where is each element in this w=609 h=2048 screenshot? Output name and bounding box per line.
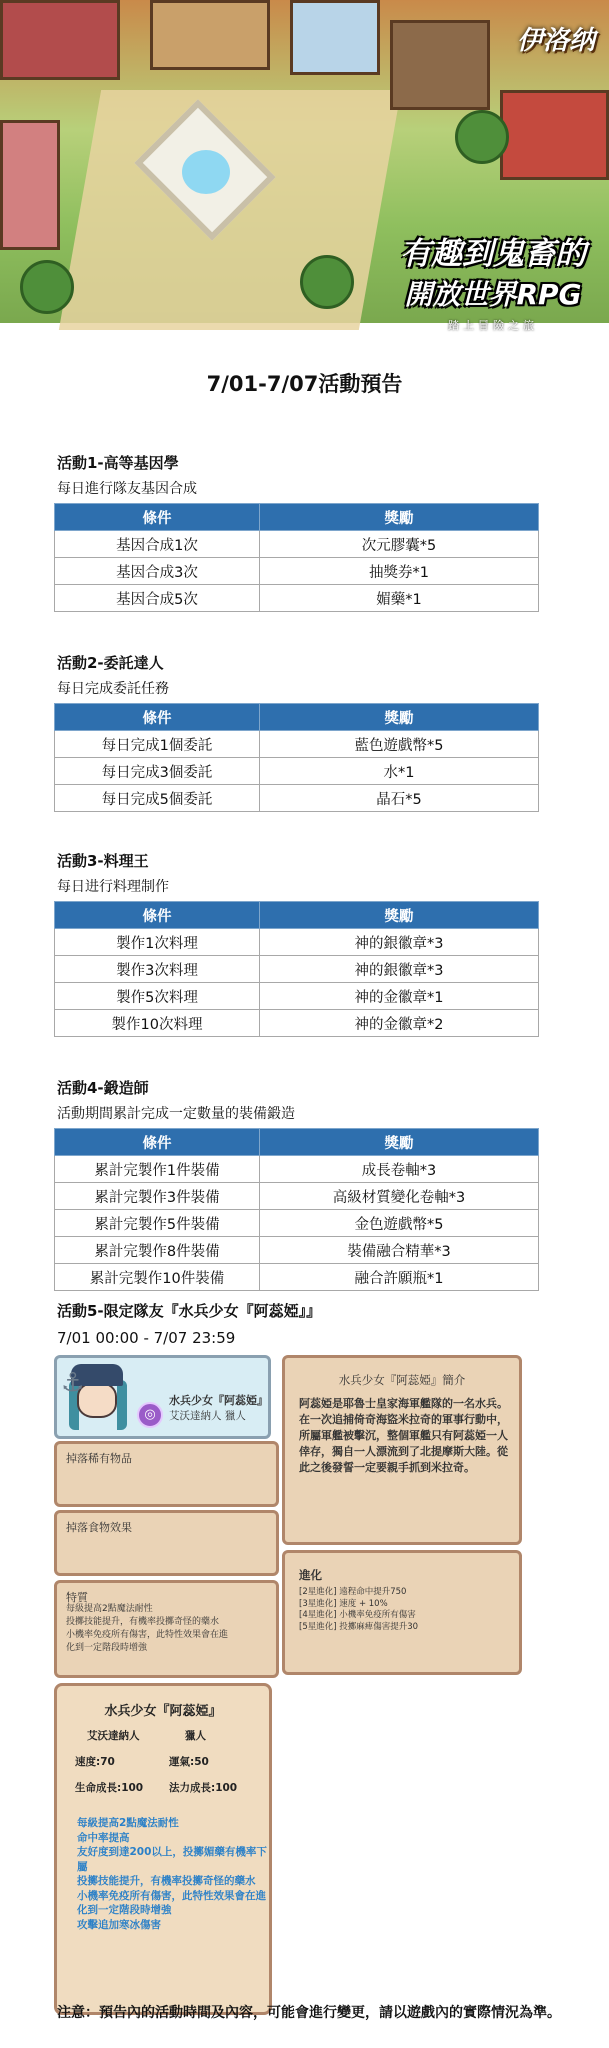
reward-cell: 媚藥*1: [260, 585, 539, 612]
card-trait-line: 每級提高2點魔法耐性: [77, 1817, 179, 1829]
activity-5-title: 活動5-限定隊友『水兵少女『阿蕊婭』』: [57, 1302, 322, 1320]
disclaimer-note: 注意：預告內的活動時間及內容，可能會進行變更，請以遊戲內的實際情況為準。: [57, 2005, 561, 2021]
table-row: [55, 1264, 539, 1291]
reward-cell: 融合許願瓶*1: [260, 1264, 539, 1291]
activity-3-desc: 每日进行料理制作: [57, 879, 169, 895]
reward-cell: 成長卷軸*3: [260, 1156, 539, 1183]
food-effect-panel: [54, 1510, 279, 1576]
slogan-line-1: 有趣到鬼畜的: [400, 236, 586, 272]
condition-cell: 製作10次料理: [55, 1010, 260, 1037]
reward-cell: 高級材質變化卷軸*3: [260, 1183, 539, 1210]
header-condition: 條件: [55, 902, 260, 929]
card-speed: 速度:70: [75, 1756, 115, 1768]
card-trait-line: 小機率免疫所有傷害，此特性效果會在進化到一定階段時增強: [77, 1889, 266, 1916]
table-row: [55, 1237, 539, 1264]
activity-3-table: [54, 901, 539, 1037]
trait-line: 每級提高2點魔法耐性: [66, 1604, 153, 1614]
reward-cell: 金色遊戲幣*5: [260, 1210, 539, 1237]
trait-line: 投擲技能提升，有機率投擲奇怪的藥水: [66, 1617, 220, 1627]
reward-cell: 裝備融合精華*3: [260, 1237, 539, 1264]
card-mp-growth: 法力成長:100: [169, 1782, 238, 1794]
table-header-row: [55, 504, 539, 531]
table-row: [55, 758, 539, 785]
condition-cell: 累計完製作5件裝備: [55, 1210, 260, 1237]
condition-cell: 製作1次料理: [55, 929, 260, 956]
table-row: [55, 983, 539, 1010]
evolution-text: [299, 1587, 514, 1633]
reward-cell: 神的金徽章*2: [260, 1010, 539, 1037]
activity-5-time: 7/01 00:00 - 7/07 23:59: [57, 1329, 236, 1347]
anchor-icon: ⚓: [61, 1368, 85, 1398]
trait-title: 特質: [66, 1591, 88, 1604]
card-trait-line: 命中率提高: [77, 1831, 130, 1844]
activity-4-title: 活動4-鍛造師: [57, 1079, 149, 1097]
evolution-line: [5星進化] 投擲麻痺傷害提升30: [299, 1621, 419, 1632]
banner-house: [500, 90, 609, 180]
activity-2-desc: 每日完成委託任務: [57, 681, 169, 697]
evolution-line: [4星進化] 小機率免疫所有傷害: [299, 1610, 416, 1620]
table-header-row: [55, 902, 539, 929]
condition-cell: 基因合成3次: [55, 558, 260, 585]
table-row: [55, 1183, 539, 1210]
trait-line: 化到一定階段時增強: [66, 1643, 148, 1653]
table-row: [55, 585, 539, 612]
banner-house: [150, 0, 270, 70]
rare-drop-panel: [54, 1441, 279, 1507]
banner-tree: [300, 255, 354, 309]
table-row: [55, 1010, 539, 1037]
character-name: 水兵少女『阿蕊婭』: [169, 1394, 268, 1407]
table-row: [55, 731, 539, 758]
evolution-line: [2星進化] 遠程命中提升750: [299, 1587, 407, 1597]
reward-cell: 次元膠囊*5: [260, 531, 539, 558]
header-reward: 獎勵: [260, 902, 539, 929]
reward-cell: 神的銀徽章*3: [260, 929, 539, 956]
character-header-panel: [54, 1355, 271, 1439]
table-row: [55, 558, 539, 585]
trait-text: [66, 1603, 276, 1655]
character-class: 艾沃達納人 獵人: [169, 1410, 246, 1422]
table-header-row: [55, 704, 539, 731]
activity-2-table: [54, 703, 539, 812]
banner-slogan: [388, 228, 598, 333]
condition-cell: 製作5次料理: [55, 983, 260, 1010]
condition-cell: 累計完製作10件裝備: [55, 1264, 260, 1291]
condition-cell: 累計完製作1件裝備: [55, 1156, 260, 1183]
reward-cell: 藍色遊戲幣*5: [260, 731, 539, 758]
activity-3-title: 活動3-料理王: [57, 852, 149, 870]
trait-line: 小機率免疫所有傷害，此特性效果會在進: [66, 1630, 229, 1640]
table-row: [55, 531, 539, 558]
header-reward: 獎勵: [260, 1129, 539, 1156]
condition-cell: 每日完成5個委託: [55, 785, 260, 812]
table-row: [55, 956, 539, 983]
card-character-name: 水兵少女『阿蕊婭』: [104, 1704, 222, 1719]
reward-cell: 神的銀徽章*3: [260, 956, 539, 983]
character-portrait: [63, 1362, 133, 1436]
banner-house: [290, 0, 380, 75]
table-row: [55, 785, 539, 812]
fountain-water: [182, 150, 230, 194]
reward-cell: 晶石*5: [260, 785, 539, 812]
condition-cell: 累計完製作3件裝備: [55, 1183, 260, 1210]
bio-panel: [282, 1355, 522, 1545]
rarity-badge-icon: ◎: [137, 1402, 163, 1428]
card-traits: [77, 1816, 267, 1932]
table-row: [55, 929, 539, 956]
card-trait-line: 攻擊追加寒冰傷害: [77, 1918, 161, 1931]
food-effect-title: 掉落食物效果: [66, 1521, 132, 1534]
table-header-row: [55, 1129, 539, 1156]
character-stat-card: [54, 1683, 272, 2015]
condition-cell: 每日完成3個委託: [55, 758, 260, 785]
activity-1-title: 活動1-高等基因學: [57, 454, 179, 472]
table-row: [55, 1156, 539, 1183]
evolution-panel: [282, 1550, 522, 1675]
header-condition: 條件: [55, 504, 260, 531]
bio-text: 阿蕊婭是耶魯士皇家海軍艦隊的一名水兵。在一次追捕倚奇海盜米拉奇的軍事行動中，所屬軍艦被擊沉，整個軍艦只有阿蕊婭一人倖存，獨自一人漂流到了北提摩斯大陸。從此之後發誓一定要親手抓到米拉奇。: [299, 1397, 508, 1474]
table-row: [55, 1210, 539, 1237]
evolution-line: [3星進化] 速度 + 10%: [299, 1598, 388, 1609]
trait-panel: [54, 1580, 279, 1678]
header-reward: 獎勵: [260, 504, 539, 531]
rare-drop-title: 掉落稀有物品: [66, 1452, 132, 1465]
banner-tree: [20, 260, 74, 314]
activity-1-table: [54, 503, 539, 612]
banner-tree: [455, 110, 509, 164]
card-trait-line: 友好度到達200以上，投擲媚藥有機率下屬: [77, 1846, 267, 1873]
slogan-sub: 踏上冒險之旅: [448, 319, 538, 332]
evolution-title: 進化: [299, 1568, 322, 1582]
bio-title: 水兵少女『阿蕊婭』簡介: [338, 1373, 466, 1387]
reward-cell: 水*1: [260, 758, 539, 785]
reward-cell: 神的金徽章*1: [260, 983, 539, 1010]
activity-2-title: 活動2-委託達人: [57, 654, 164, 672]
game-logo: 伊洛纳: [516, 26, 595, 56]
header-reward: 獎勵: [260, 704, 539, 731]
hero-banner: [0, 0, 609, 332]
header-condition: 條件: [55, 1129, 260, 1156]
activity-4-desc: 活動期間累計完成一定數量的裝備鍛造: [57, 1106, 295, 1122]
banner-house: [0, 120, 60, 250]
banner-house: [390, 20, 490, 110]
card-hp-growth: 生命成長:100: [75, 1782, 144, 1794]
condition-cell: 累計完製作8件裝備: [55, 1237, 260, 1264]
slogan-line-2: 開放世界RPG: [404, 278, 582, 311]
condition-cell: 每日完成1個委託: [55, 731, 260, 758]
banner-house: [0, 0, 120, 80]
condition-cell: 製作3次料理: [55, 956, 260, 983]
activity-1-desc: 每日進行隊友基因合成: [57, 481, 197, 497]
header-condition: 條件: [55, 704, 260, 731]
reward-cell: 抽獎券*1: [260, 558, 539, 585]
condition-cell: 基因合成5次: [55, 585, 260, 612]
card-luck: 運氣:50: [169, 1756, 209, 1768]
activity-4-table: [54, 1128, 539, 1291]
page-title: 7/01-7/07活動預告: [206, 372, 403, 396]
card-trait-line: 投擲技能提升，有機率投擲奇怪的藥水: [77, 1875, 256, 1887]
card-race: 艾沃達納人: [87, 1730, 140, 1742]
condition-cell: 基因合成1次: [55, 531, 260, 558]
card-job: 獵人: [185, 1730, 206, 1742]
